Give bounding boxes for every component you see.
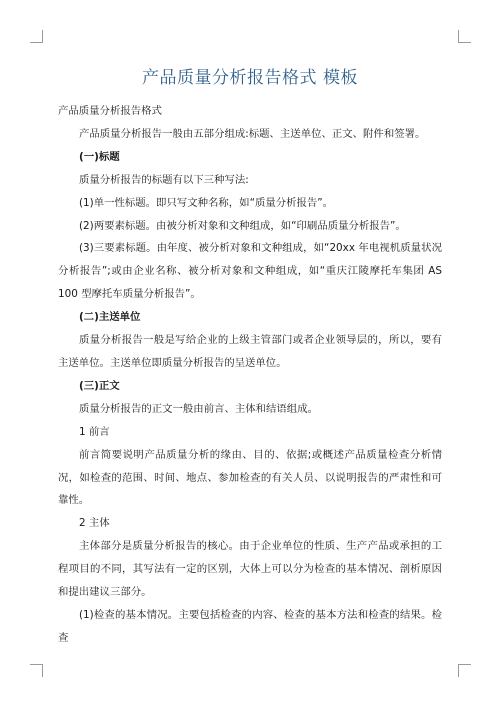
crop-mark-top-right (458, 30, 471, 43)
section-heading: (一)标题 (79, 150, 120, 163)
crop-mark-bottom-left (30, 664, 43, 677)
paragraph: (1)单一性标题。即只写文种名称，如“质量分析报告”。 (79, 196, 334, 209)
paragraph: 主体部分是质量分析报告的核心。由于企业单位的性质、生产产品或承担的工程项目的不同，其写法有一定的区别，大体上可以分为检查的基本情况、剖析原因和提出建议三部分。 (58, 540, 442, 599)
paragraph: 产品质量分析报告一般由五部分组成:标题、主送单位、正文、附件和签署。 (79, 127, 426, 140)
crop-mark-top-left (30, 30, 43, 43)
paragraph: 质量分析报告一般是写给企业的上级主管部门或者企业领导层的，所以，要有主送单位。主送单位即质量分析报告的呈送单位。 (58, 334, 442, 369)
paragraph-subtitle: 产品质量分析报告格式 (58, 105, 162, 117)
paragraph: 质量分析报告的标题有以下三种写法: (79, 173, 249, 186)
paragraph: 质量分析报告的正文一般由前言、主体和结语组成。 (79, 402, 318, 415)
paragraph: (3)三要素标题。由年度、被分析对象和文种组成，如“20xx 年电视机质量状况分析报告”;或由企业名称、被分析对象和文种组成，如“重庆江陵摩托车集团 AS 100 型摩托车质量分析报告”。 (58, 242, 442, 301)
section-heading: (三)正文 (79, 379, 120, 392)
paragraph: 前言简要说明产品质量分析的缘由、目的、依据;或概述产品质量检查分析情况，如检查的范围、时间、地点、参加检查的有关人员、以说明报告的严肃性和可靠性。 (58, 448, 442, 507)
paragraph: (2)两要素标题。由被分析对象和文种组成，如“印刷品质量分析报告”。 (79, 219, 406, 232)
document-title: 产品质量分析报告格式 模板 (142, 68, 358, 88)
crop-mark-bottom-right (458, 664, 471, 677)
subsection-heading: 2 主体 (79, 517, 110, 530)
paragraph: (1)检查的基本情况。主要包括检查的内容、检查的基本方法和检查的结果。检查 (58, 608, 442, 644)
subsection-heading: 1 前言 (79, 425, 110, 438)
document-body (58, 100, 442, 650)
section-heading: (二)主送单位 (79, 311, 141, 324)
